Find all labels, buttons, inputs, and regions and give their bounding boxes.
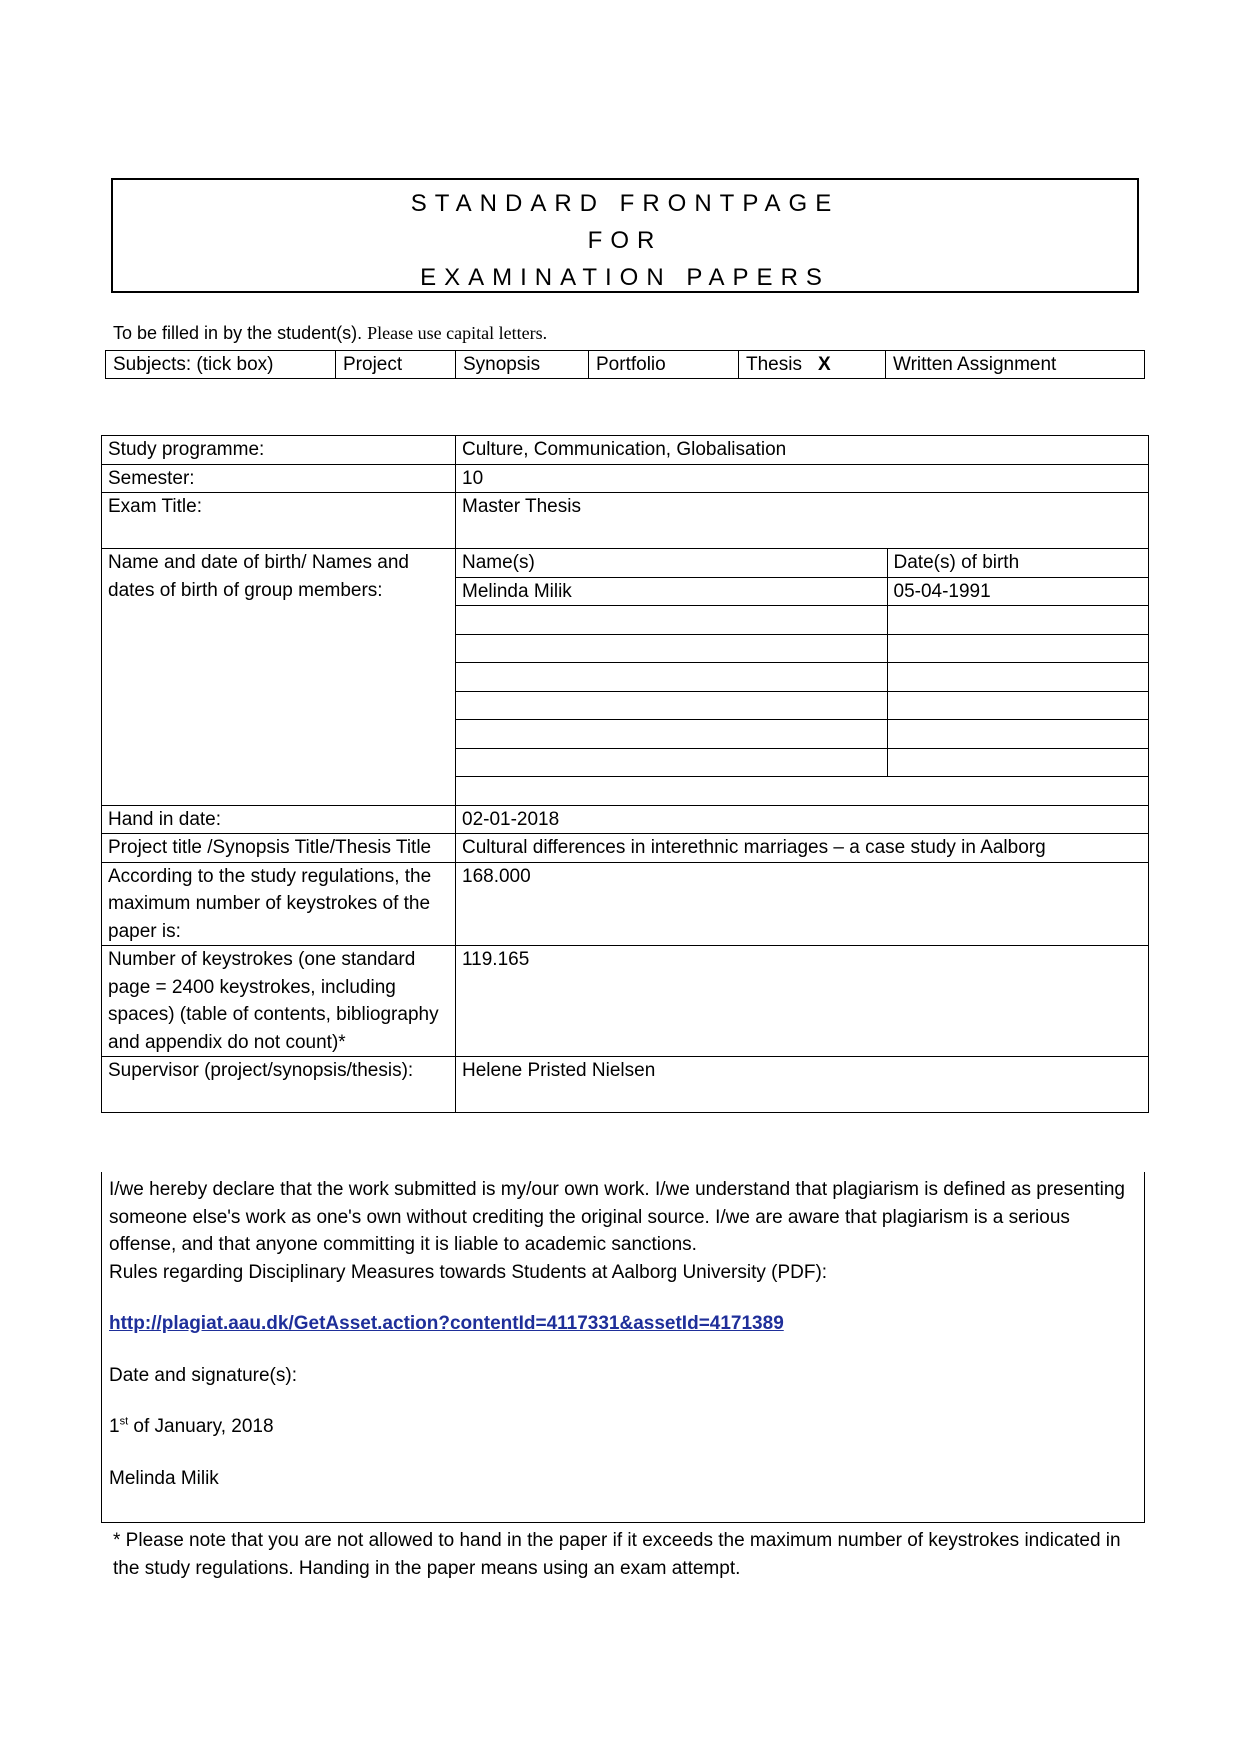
max-keystrokes-value[interactable]: 168.000 xyxy=(456,862,1149,946)
study-programme-value[interactable]: Culture, Communication, Globalisation xyxy=(456,436,1149,465)
instruction-part-1: To be filled in by the student(s). xyxy=(113,323,368,343)
member-name-3[interactable] xyxy=(456,634,887,663)
member-dob-4[interactable] xyxy=(887,663,1148,692)
names-header: Name(s) xyxy=(456,549,887,577)
subject-option-thesis[interactable] xyxy=(739,351,886,379)
details-table xyxy=(101,435,1149,1113)
exam-title-value[interactable]: Master Thesis xyxy=(456,493,1149,549)
signature-name[interactable]: Melinda Milik xyxy=(109,1467,219,1489)
spacer xyxy=(109,1441,1137,1465)
declaration-text: I/we hereby declare that the work submitted is my/our own work. I/we understand that plagiarism is defined as presenting someone else's work as one's own without crediting the original source. I/we are aware that plagiarism is a serious offense, and that anyone committing it is liable to academic sanctions. xyxy=(109,1179,1125,1255)
spacer xyxy=(109,1338,1137,1362)
names-empty-row[interactable] xyxy=(456,777,1148,805)
member-name-7[interactable] xyxy=(456,748,887,777)
member-dob-7[interactable] xyxy=(887,748,1148,777)
instruction-part-2: Please use capital letters. xyxy=(367,323,548,343)
member-dob-6[interactable] xyxy=(887,720,1148,749)
semester-label: Semester: xyxy=(102,464,456,493)
footnote: * Please note that you are not allowed to hand in the paper if it exceeds the maximum number of keystrokes indicated in the study regulations. Handing in the paper means using an exam attempt. xyxy=(113,1530,1121,1579)
supervisor-value[interactable]: Helene Pristed Nielsen xyxy=(456,1057,1149,1113)
signature-date-rest: of January, 2018 xyxy=(128,1416,274,1437)
title-line-1: STANDARD FRONTPAGE xyxy=(410,190,840,217)
signature-label: Date and signature(s): xyxy=(109,1364,297,1386)
names-table xyxy=(456,549,1148,805)
member-name-2[interactable] xyxy=(456,606,887,635)
thesis-tick-mark: X xyxy=(817,353,831,375)
signature-date-suffix: st xyxy=(119,1415,129,1428)
exam-title-label: Exam Title: xyxy=(102,493,456,549)
signature-date[interactable] xyxy=(109,1413,1137,1441)
hand-in-label: Hand in date: xyxy=(102,805,456,834)
member-dob-3[interactable] xyxy=(887,634,1148,663)
member-dob-5[interactable] xyxy=(887,691,1148,720)
study-programme-label: Study programme: xyxy=(102,436,456,465)
keystrokes-label: Number of keystrokes (one standard page = 2400 keystrokes, including spaces) (table of contents, bibliography and appendix do not count)* xyxy=(102,946,456,1057)
subject-option-synopsis[interactable]: Synopsis xyxy=(456,351,589,379)
declaration-rules: Rules regarding Disciplinary Measures towards Students at Aalborg University (PDF): xyxy=(109,1261,828,1283)
subject-option-thesis-label: Thesis xyxy=(746,353,802,375)
names-cell xyxy=(456,549,1149,806)
declaration-box xyxy=(101,1172,1145,1523)
project-title-value[interactable]: Cultural differences in interethnic marriages – a case study in Aalborg xyxy=(456,834,1149,863)
member-dob-2[interactable] xyxy=(887,606,1148,635)
member-dob-1[interactable]: 05-04-1991 xyxy=(887,577,1148,606)
semester-value[interactable]: 10 xyxy=(456,464,1149,493)
max-keystrokes-label: According to the study regulations, the maximum number of keystrokes of the paper is: xyxy=(102,862,456,946)
subject-option-written-assignment[interactable]: Written Assignment xyxy=(886,351,1145,379)
member-name-1[interactable]: Melinda Milik xyxy=(456,577,887,606)
title-box xyxy=(111,178,1139,293)
spacer xyxy=(109,1286,1137,1310)
rules-link[interactable]: http://plagiat.aau.dk/GetAsset.action?contentId=4117331&assetId=4171389 xyxy=(109,1313,784,1334)
title-line-3: EXAMINATION PAPERS xyxy=(420,264,830,291)
member-name-6[interactable] xyxy=(456,720,887,749)
subjects-label: Subjects: (tick box) xyxy=(106,351,336,379)
subjects-row xyxy=(105,350,1145,379)
subject-option-project[interactable]: Project xyxy=(336,351,456,379)
signature-date-day: 1 xyxy=(109,1416,120,1437)
member-name-5[interactable] xyxy=(456,691,887,720)
project-title-label: Project title /Synopsis Title/Thesis Title xyxy=(102,834,456,863)
title-line-2: FOR xyxy=(587,227,663,254)
subject-option-portfolio[interactable]: Portfolio xyxy=(589,351,739,379)
member-name-4[interactable] xyxy=(456,663,887,692)
instruction-text xyxy=(113,323,547,344)
hand-in-value[interactable]: 02-01-2018 xyxy=(456,805,1149,834)
keystrokes-value[interactable]: 119.165 xyxy=(456,946,1149,1057)
dob-header: Date(s) of birth xyxy=(887,549,1148,577)
supervisor-label: Supervisor (project/synopsis/thesis): xyxy=(102,1057,456,1113)
names-label: Name and date of birth/ Names and dates of birth of group members: xyxy=(102,549,456,806)
spacer xyxy=(109,1389,1137,1413)
